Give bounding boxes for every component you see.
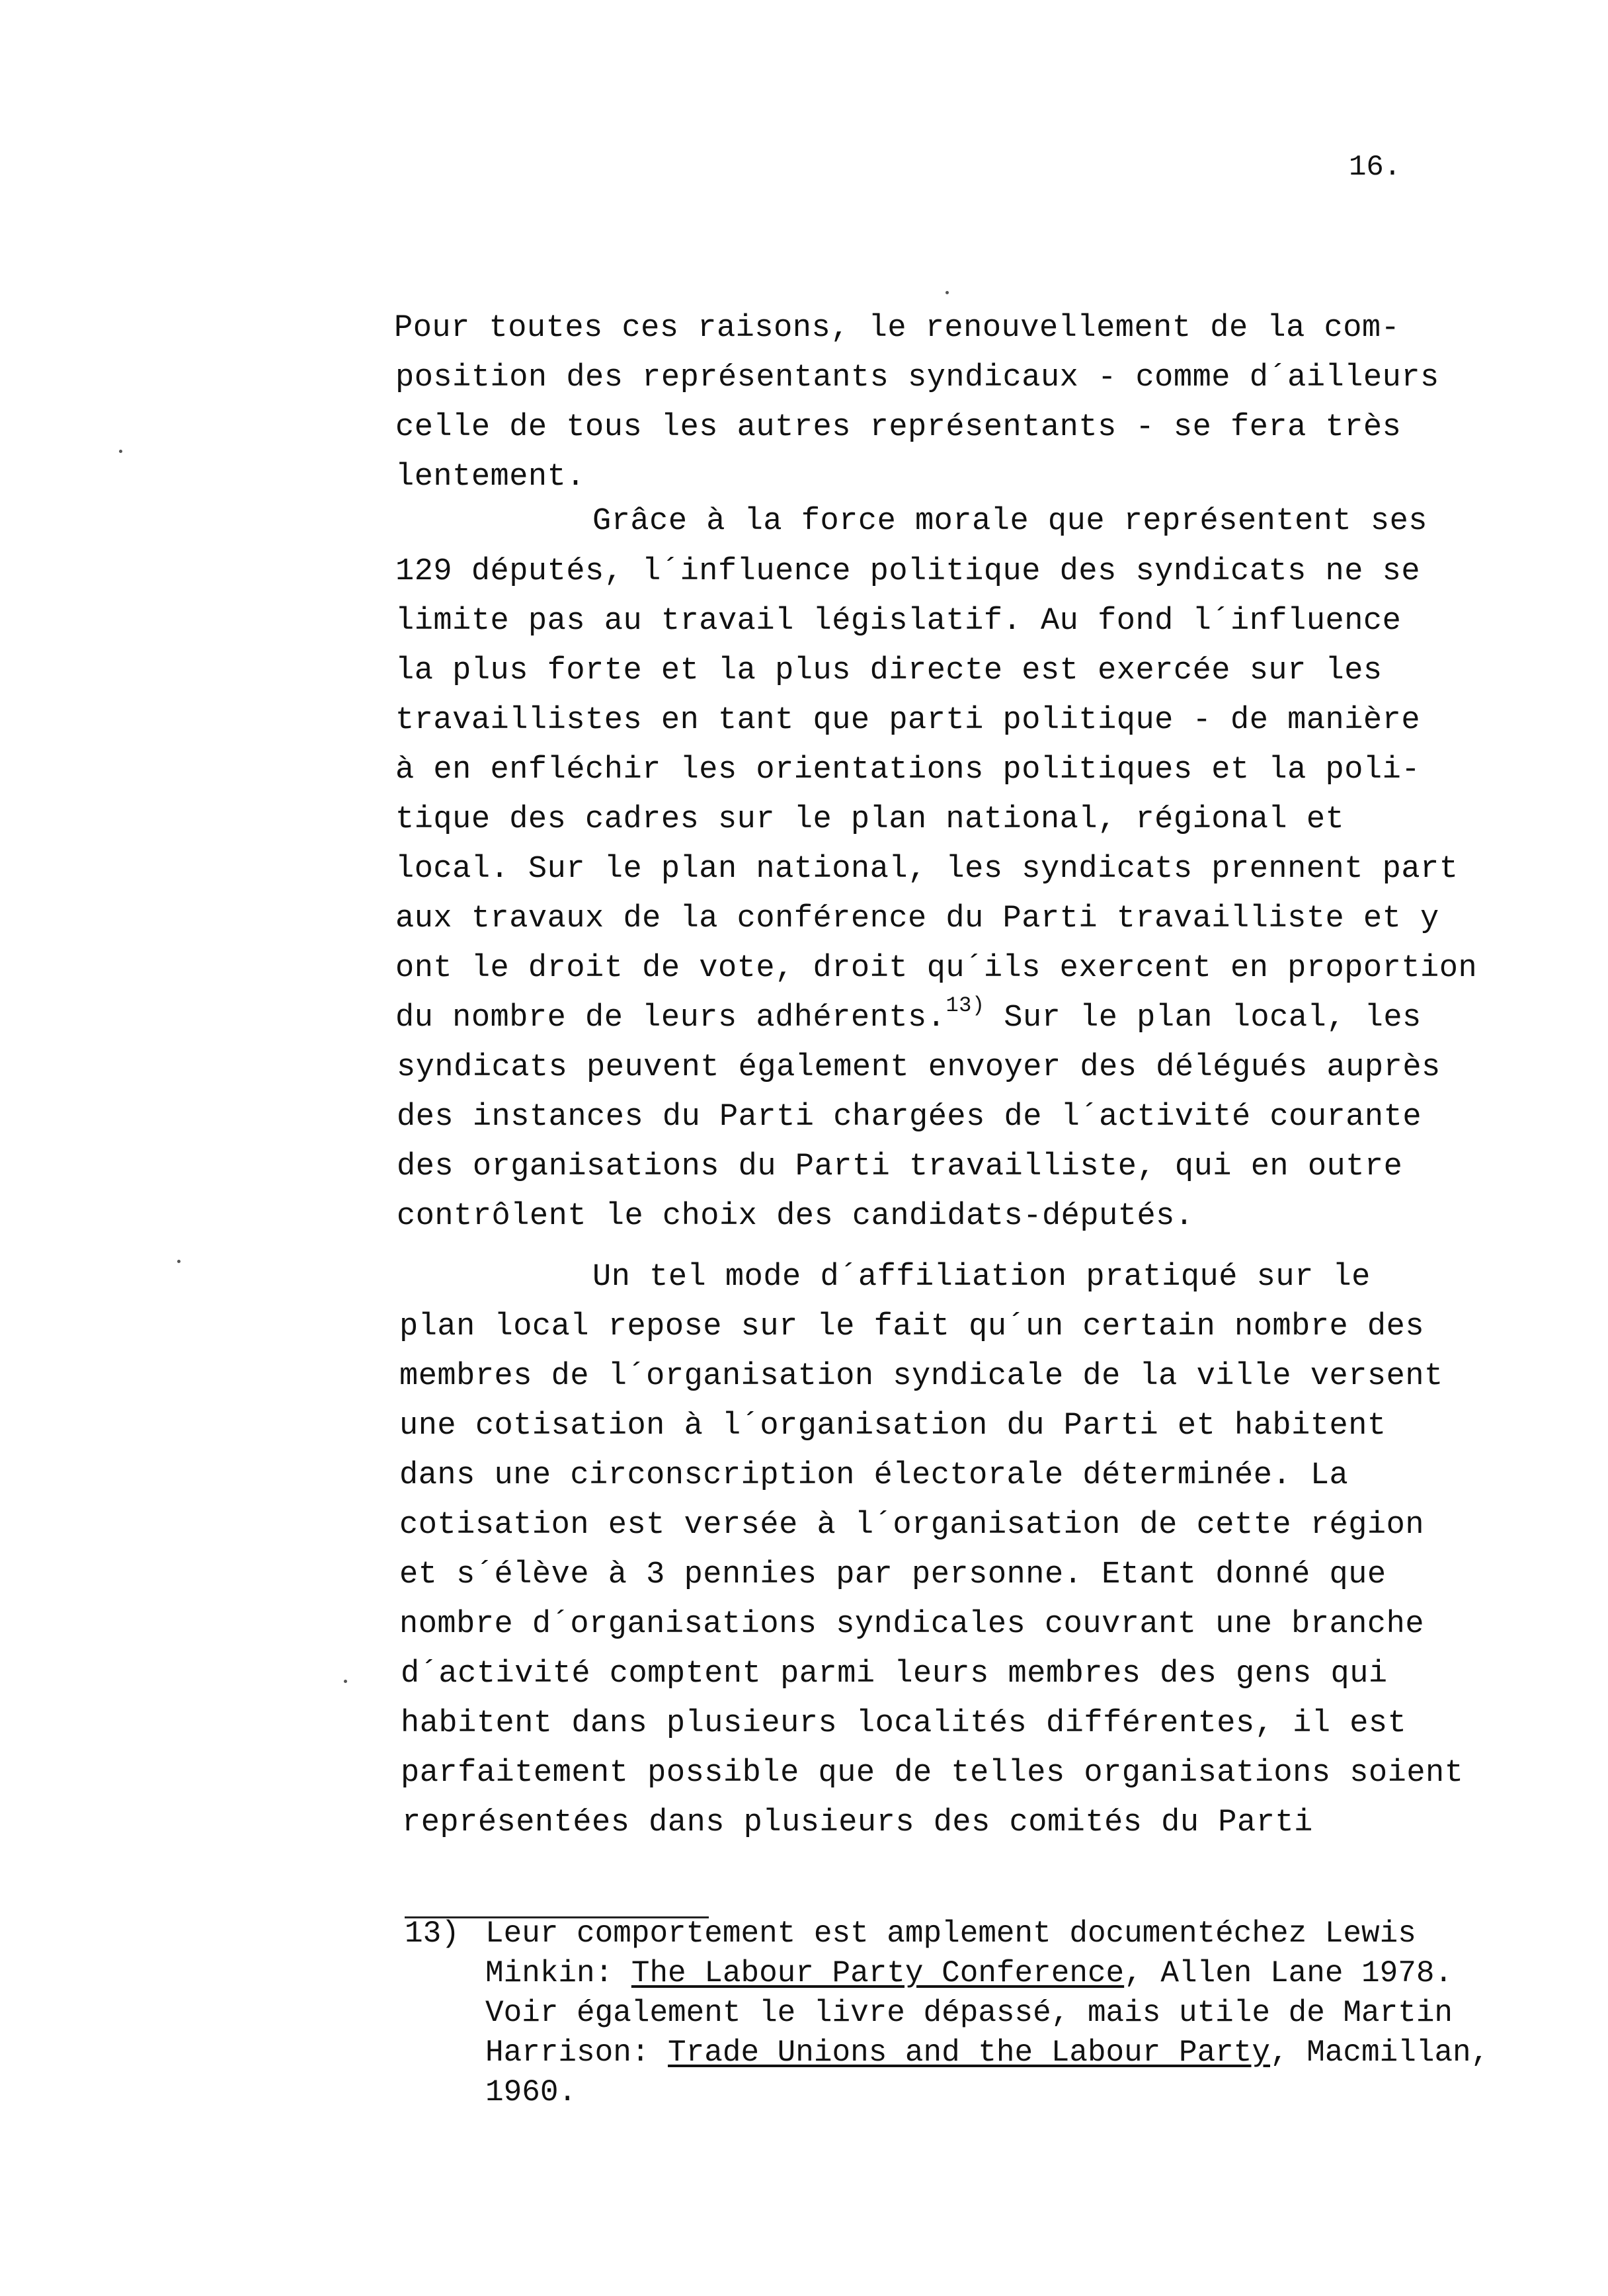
text-segment: Sur le plan local, les — [985, 1001, 1422, 1036]
scan-speck — [119, 450, 122, 453]
text-line: position des représentants syndicaux - comme d´ailleurs — [395, 360, 1439, 395]
text-line-with-footnote-ref — [395, 993, 1422, 1036]
text-line: parfaitement possible que de telles organisations soient — [401, 1756, 1464, 1791]
book-title: Trade Unions and the Labour Party — [668, 2035, 1270, 2070]
text-line: tique des cadres sur le plan national, régional et — [395, 802, 1345, 837]
text-line: aux travaux de la conférence du Parti travailliste et y — [395, 901, 1439, 936]
footnote-mark: 13) — [405, 1916, 460, 1951]
footnote-line — [485, 1956, 1453, 1990]
text-line: contrôlent le choix des candidats-députés. — [397, 1199, 1194, 1234]
scan-speck — [177, 1260, 181, 1263]
scan-speck — [344, 1680, 347, 1683]
footnote-line: Voir également le livre dépassé, mais utile de Martin — [485, 1996, 1453, 2030]
text-line: membres de l´organisation syndicale de la ville versent — [399, 1359, 1443, 1394]
text-line: 129 députés, l´influence politique des syndicats ne se — [395, 554, 1421, 589]
book-title: The Labour Party Conference — [631, 1956, 1125, 1990]
text-segment: , Macmillan, — [1270, 2035, 1490, 2070]
text-line: une cotisation à l´organisation du Parti et habitent — [399, 1409, 1387, 1444]
text-line: Pour toutes ces raisons, le renouvellement de la com- — [394, 311, 1400, 346]
text-line: des organisations du Parti travailliste, qui en outre — [397, 1149, 1403, 1184]
text-line: représentées dans plusieurs des comités du Parti — [402, 1805, 1313, 1840]
text-line: à en enfléchir les orientations politiques et la poli- — [395, 753, 1421, 788]
text-line: nombre d´organisations syndicales couvrant une branche — [399, 1607, 1425, 1642]
footnote-line: 1960. — [485, 2075, 577, 2110]
text-line: limite pas au travail législatif. Au fond l´influence — [395, 604, 1402, 639]
text-line: syndicats peuvent également envoyer des délégués auprès — [397, 1050, 1441, 1085]
text-line: Grâce à la force morale que représentent ses — [592, 504, 1428, 539]
text-line: dans une circonscription électorale déterminée. La — [399, 1458, 1349, 1493]
text-line: celle de tous les autres représentants - se fera très — [395, 410, 1402, 445]
text-line: ont le droit de vote, droit qu´ils exercent en proportion — [395, 951, 1478, 986]
footnote-reference: 13) — [945, 993, 985, 1018]
text-line: cotisation est versée à l´organisation de cette région — [399, 1508, 1425, 1543]
text-line: habitent dans plusieurs localités différentes, il est — [401, 1706, 1407, 1741]
page-number: 16. — [1349, 151, 1402, 184]
text-segment: du nombre de leurs adhérents. — [395, 1001, 946, 1036]
text-line: Un tel mode d´affiliation pratiqué sur le — [592, 1260, 1371, 1295]
text-line: plan local repose sur le fait qu´un certain nombre des — [399, 1309, 1425, 1344]
text-line: la plus forte et la plus directe est exercée sur les — [395, 653, 1383, 688]
footnote-line — [485, 2035, 1489, 2070]
text-line: local. Sur le plan national, les syndicats prennent part — [395, 852, 1459, 887]
scan-speck — [945, 291, 949, 294]
text-line: et s´élève à 3 pennies par personne. Etant donné que — [399, 1557, 1387, 1592]
text-line: lentement. — [395, 460, 586, 495]
footnote-line: Leur comportement est amplement documentéchez Lewis — [485, 1916, 1416, 1951]
text-segment: , Allen Lane 1978. — [1124, 1956, 1453, 1990]
text-line: d´activité comptent parmi leurs membres des gens qui — [401, 1657, 1388, 1692]
text-line: des instances du Parti chargées de l´activité courante — [397, 1100, 1422, 1135]
text-segment: Minkin: — [485, 1956, 631, 1990]
text-line: travaillistes en tant que parti politique - de manière — [395, 703, 1421, 738]
text-segment: Harrison: — [485, 2035, 668, 2070]
